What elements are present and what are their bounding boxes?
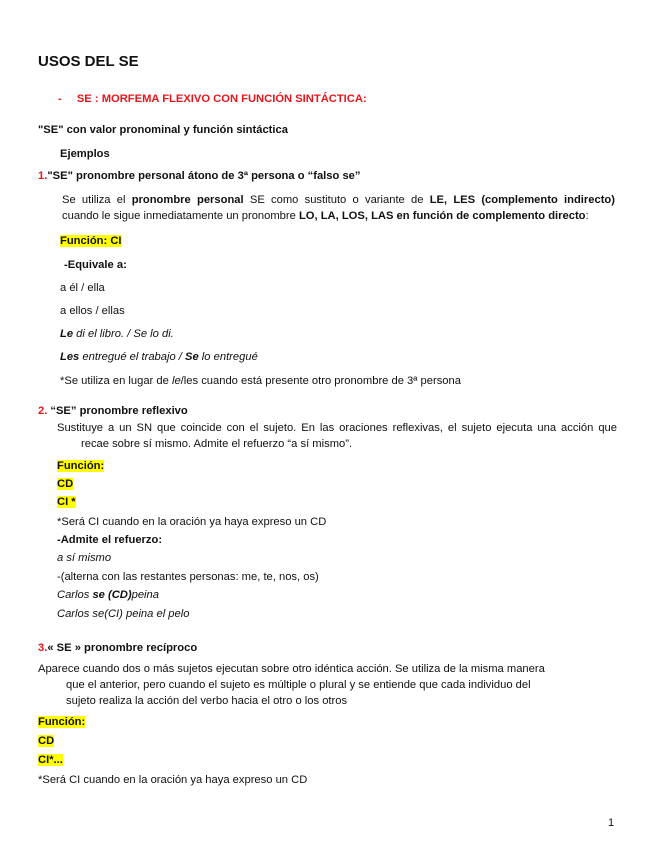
page-title: USOS DEL SE (38, 53, 139, 70)
section2-note: *Será CI cuando en la oración ya haya expreso un CD (57, 516, 327, 528)
section1-example-1 (60, 327, 174, 341)
section1-equivalent-2: a ellos / ellas (60, 305, 125, 317)
text: : (585, 210, 589, 222)
section1-example-2 (60, 350, 258, 364)
text-bold: Les (60, 351, 80, 363)
section2-paragraph-line2: recae sobre sí mismo. Admite el refuerzo “a sí mismo”. (81, 438, 353, 450)
section3-ci: CI*... (38, 754, 63, 766)
section2-example-2: Carlos se(CI) peina el pelo (57, 608, 190, 620)
section2-heading (38, 404, 188, 418)
text: entregué el trabajo / (79, 351, 186, 363)
section1-paragraph-line1 (62, 193, 615, 207)
text-bold: Se (185, 351, 199, 363)
section3-number: 3. (38, 642, 48, 654)
text: di el libro. / Se lo di. (73, 328, 174, 340)
text: Carlos (57, 589, 93, 601)
text-bold: LO, LA, LOS, LAS en función de complemento directo (298, 210, 586, 222)
section1-equivalent-1: a él / ella (60, 282, 105, 294)
section3-cd: CD (38, 735, 55, 747)
text: cuando le sigue inmediatamente un pronombre (62, 210, 299, 222)
text-bold: Le (60, 328, 74, 340)
section1-equivale: -Equivale a: (64, 259, 127, 271)
text: Se utiliza el (62, 194, 132, 206)
section1-paragraph-line2 (62, 209, 589, 223)
main-heading (58, 92, 367, 106)
section2-title: “SE” pronombre reflexivo (50, 405, 188, 417)
section3-heading (38, 641, 197, 655)
section1-function-label: Función: CI (60, 235, 122, 247)
text: *Se utiliza en lugar de (60, 375, 172, 387)
text-bold: pronombre personal (131, 194, 244, 206)
main-heading-bullet: - (58, 93, 62, 105)
text: SE como sustituto o variante de (243, 194, 430, 206)
text: peina (131, 589, 159, 601)
intro-line: "SE" con valor pronominal y función sintáctica (38, 124, 288, 136)
section3-function-label: Función: (38, 716, 86, 728)
text-italic: le (171, 375, 181, 387)
section2-cd: CD (57, 478, 74, 490)
section3-paragraph-line2: que el anterior, pero cuando el sujeto es múltiple o plural y se entiende que cada individuo del (66, 679, 531, 691)
section2-alterna: -(alterna con las restantes personas: me, te, nos, os) (57, 571, 319, 583)
text-bold: LE, LES (complemento indirecto) (429, 194, 615, 206)
text-bold: se (CD) (92, 589, 132, 601)
text: /les cuando está presente otro pronombre de 3ª persona (180, 375, 461, 387)
section2-number: 2. (38, 405, 48, 417)
section1-title: "SE" pronombre personal átono de 3ª persona o “falso se” (47, 170, 361, 182)
section2-paragraph-line1: Sustituye a un SN que coincide con el sujeto. En las oraciones reflexivas, el sujeto ejecuta una acción que (57, 422, 617, 434)
section1-heading (38, 169, 361, 183)
examples-label: Ejemplos (60, 148, 110, 160)
section1-note (60, 374, 461, 388)
text: lo entregué (198, 351, 258, 363)
section2-ci: CI * (57, 496, 76, 508)
section2-refuerzo: -Admite el refuerzo: (57, 534, 163, 546)
section2-refuerzo-example: a sí mismo (57, 552, 112, 564)
section3-title: « SE » pronombre recíproco (47, 642, 198, 654)
page-number: 1 (608, 817, 615, 829)
section3-paragraph-line3: sujeto realiza la acción del verbo hacia el otro o los otros (66, 695, 348, 707)
section2-example-1 (57, 588, 159, 602)
section3-note: *Será CI cuando en la oración ya haya expreso un CD (38, 774, 308, 786)
section3-paragraph-line1: Aparece cuando dos o más sujetos ejecutan sobre otro idéntica acción. Se utiliza de la misma manera (38, 663, 545, 675)
main-heading-text: SE : MORFEMA FLEXIVO CON FUNCIÓN SINTÁCTICA: (76, 93, 367, 105)
section2-function-label: Función: (57, 460, 105, 472)
section1-number: 1. (38, 170, 48, 182)
